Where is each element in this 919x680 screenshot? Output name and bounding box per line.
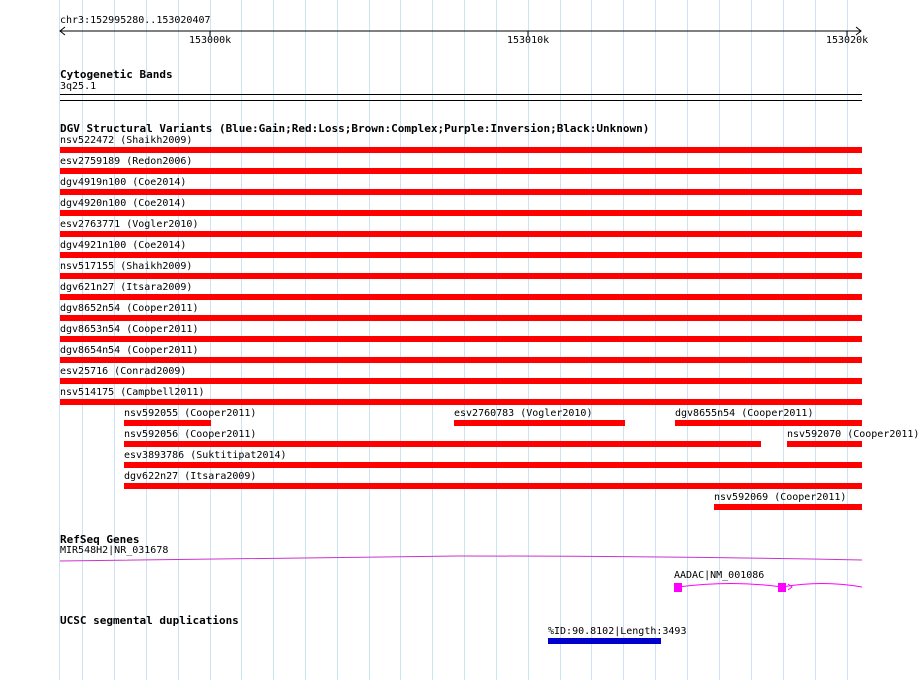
variant-label[interactable]: nsv514175 (Campbell2011)	[60, 387, 205, 398]
variant-bar[interactable]	[60, 336, 862, 342]
variant-label[interactable]: dgv621n27 (Itsara2009)	[60, 282, 193, 293]
variant-bar[interactable]	[124, 441, 761, 447]
variant-label[interactable]: esv2763771 (Vogler2010)	[60, 219, 199, 230]
track-title[interactable]: RefSeq Genes	[60, 533, 140, 546]
variant-bar[interactable]	[60, 273, 862, 279]
variant-bar[interactable]	[60, 315, 862, 321]
track-title[interactable]: Cytogenetic Bands	[60, 68, 173, 81]
variant-label[interactable]: dgv4919n100 (Coe2014)	[60, 177, 187, 188]
variant-bar[interactable]	[60, 399, 862, 405]
gene-label[interactable]: MIR548H2|NR_031678	[60, 545, 169, 556]
variant-bar[interactable]	[675, 420, 862, 426]
variant-label[interactable]: nsv522472 (Shaikh2009)	[60, 135, 193, 146]
variant-label[interactable]: nsv592070 (Cooper2011)	[787, 429, 919, 440]
variant-label[interactable]: dgv8653n54 (Cooper2011)	[60, 324, 199, 335]
band-border-top	[60, 94, 862, 95]
variant-label[interactable]: nsv592056 (Cooper2011)	[124, 429, 257, 440]
variant-label[interactable]: dgv4921n100 (Coe2014)	[60, 240, 187, 251]
variant-label[interactable]: esv2760783 (Vogler2010)	[454, 408, 593, 419]
variant-label[interactable]: esv2759189 (Redon2006)	[60, 156, 193, 167]
band-label[interactable]: 3q25.1	[60, 81, 97, 92]
variant-bar[interactable]	[714, 504, 862, 510]
variant-bar[interactable]	[60, 378, 862, 384]
variant-label[interactable]: dgv8655n54 (Cooper2011)	[675, 408, 814, 419]
variant-label[interactable]: dgv622n27 (Itsara2009)	[124, 471, 257, 482]
segdup-label[interactable]: %ID:90.8102|Length:3493	[548, 626, 687, 637]
variant-bar[interactable]	[124, 483, 862, 489]
variant-label[interactable]: esv25716 (Conrad2009)	[60, 366, 187, 377]
variant-bar[interactable]	[124, 462, 862, 468]
segdup-bar[interactable]	[548, 638, 661, 644]
tick-label: 153000k	[189, 35, 232, 46]
variant-bar[interactable]	[60, 231, 862, 237]
variant-label[interactable]: dgv4920n100 (Coe2014)	[60, 198, 187, 209]
variant-label[interactable]: esv3893786 (Suktitipat2014)	[124, 450, 287, 461]
tick-label: 153020k	[826, 35, 869, 46]
variant-bar[interactable]	[60, 294, 862, 300]
track-title[interactable]: UCSC segmental duplications	[60, 614, 239, 627]
ruler-axis	[58, 26, 864, 38]
variant-label[interactable]: dgv8654n54 (Cooper2011)	[60, 345, 199, 356]
variant-bar[interactable]	[454, 420, 625, 426]
variant-bar[interactable]	[60, 210, 862, 216]
track-title[interactable]: DGV Structural Variants (Blue:Gain;Red:Loss;Brown:Complex;Purple:Inversion;Black:Unknown)	[60, 122, 650, 135]
variant-bar[interactable]	[60, 147, 862, 153]
variant-label[interactable]: dgv8652n54 (Cooper2011)	[60, 303, 199, 314]
gene-model-aadac[interactable]	[672, 578, 864, 596]
variant-label[interactable]: nsv517155 (Shaikh2009)	[60, 261, 193, 272]
variant-bar[interactable]	[787, 441, 862, 447]
variant-bar[interactable]	[60, 252, 862, 258]
band-border-bottom	[60, 100, 862, 101]
tick-label: 153010k	[507, 35, 550, 46]
gene-model-mir548h2[interactable]	[58, 552, 864, 568]
gene-label[interactable]: AADAC|NM_001086	[674, 570, 765, 581]
variant-bar[interactable]	[60, 168, 862, 174]
variant-bar[interactable]	[60, 357, 862, 363]
variant-bar[interactable]	[60, 189, 862, 195]
region-label: chr3:152995280..153020407	[60, 15, 211, 26]
variant-bar[interactable]	[124, 420, 211, 426]
variant-label[interactable]: nsv592069 (Cooper2011)	[714, 492, 847, 503]
variant-label[interactable]: nsv592055 (Cooper2011)	[124, 408, 257, 419]
